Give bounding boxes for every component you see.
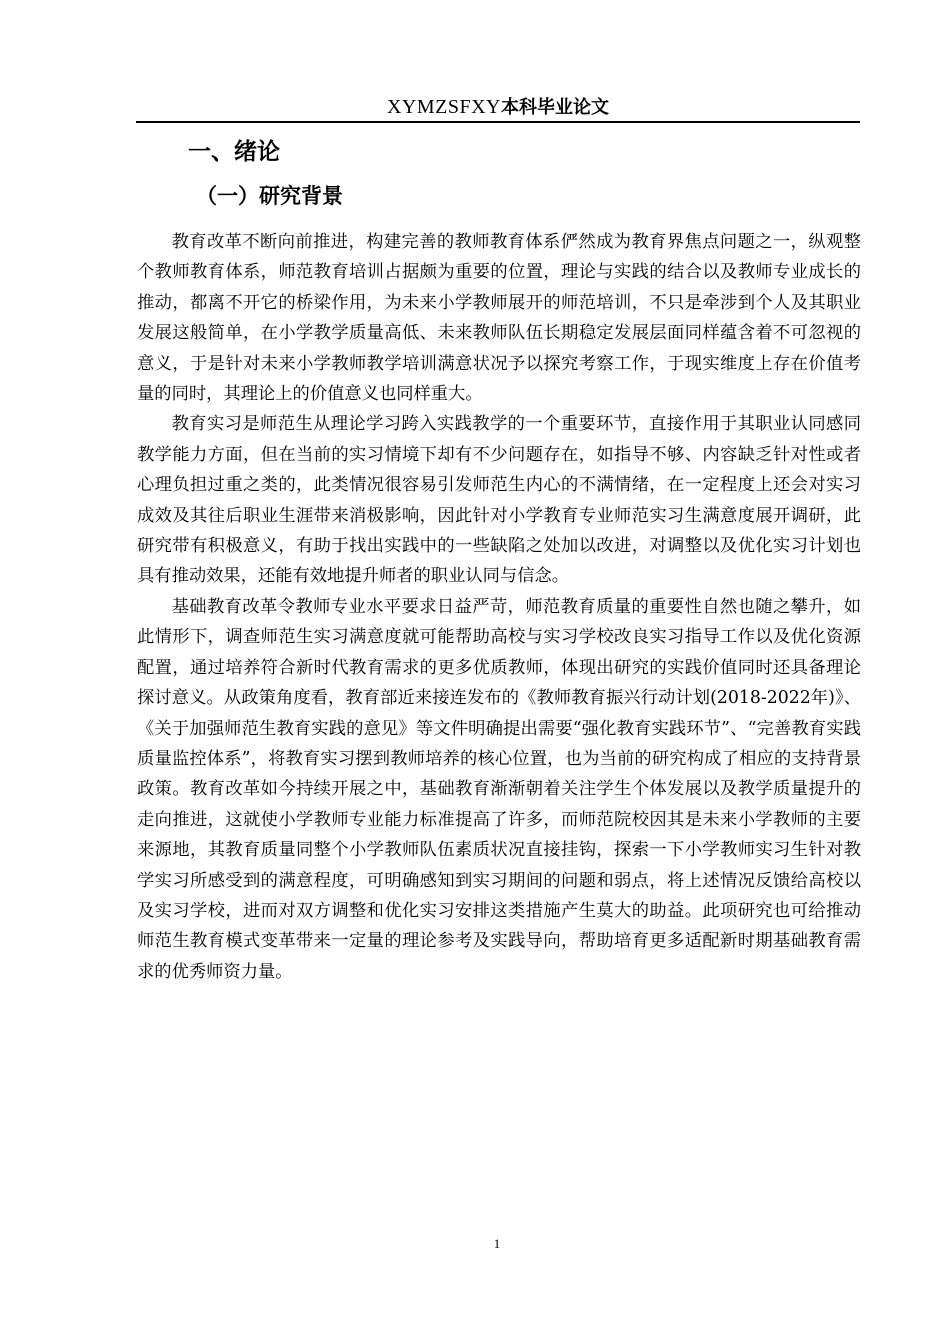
page-number: 1 (493, 1236, 501, 1251)
header-rule (136, 121, 860, 123)
header-code: XYMZSFXY (386, 96, 502, 118)
section-heading: 一、绪论 (188, 139, 280, 165)
subsection-heading: （一）研究背景 (196, 184, 343, 208)
body-text (137, 227, 861, 987)
paragraph-3: 基础教育改革令教师专业水平要求日益严苛，师范教育质量的重要性自然也随之攀升，如此情形下，调查师范生实习满意度就可能帮助高校与实习学校改良实习指导工作以及优化资源配置，通过培养符合新时代教育需求的更多优质教师，体现出研究的实践价值同时还具备理论探讨意义。从政策角度看，教育部近来接连发布的《教师教育振兴行动计划(2018-2022年)》、《关于加强师范生教育实践的意见》等文件明确提出需要“强化教育实践环节”、“完善教育实践质量监控体系”，将教育实习摆到教师培养的核心位置，也为当前的研究构成了相应的支持背景政策。教育改革如今持续开展之中，基础教育渐渐朝着关注学生个体发展以及教学质量提升的走向推进，这就使小学教师专业能力标准提高了许多，而师范院校因其是未来小学教师的主要来源地，其教育质量同整个小学教师队伍素质状况直接挂钩，探索一下小学教师实习生针对教学实习所感受到的满意程度，可明确感知到实习期间的问题和弱点，将上述情况反馈给高校以及实习学校，进而对双方调整和优化实习安排这类措施产生莫大的助益。此项研究也可给推动师范生教育模式变革带来一定量的理论参考及实践导向，帮助培育更多适配新时期基础教育需求的优秀师资力量。 (137, 596, 861, 982)
header-title: 本科毕业论文 (501, 97, 610, 118)
paragraph-1: 教育改革不断向前推进，构建完善的教师教育体系俨然成为教育界焦点问题之一，纵观整个教师教育体系，师范教育培训占据颇为重要的位置，理论与实践的结合以及教师专业成长的推动，都离不开它的桥梁作用，为未来小学教师展开的师范培训，不只是牵涉到个人及其职业发展这般简单，在小学教学质量高低、未来教师队伍长期稳定发展层面同样蕴含着不可忽视的意义，于是针对未来小学教师教学培训满意状况予以探究考察工作，于现实维度上存在价值考量的同时，其理论上的价值意义也同样重大。 (137, 232, 861, 405)
paragraph-2: 教育实习是师范生从理论学习跨入实践教学的一个重要环节，直接作用于其职业认同感同教学能力方面，但在当前的实习情境下却有不少问题存在，如指导不够、内容缺乏针对性或者心理负担过重之类的，此类情况很容易引发师范生内心的不满情绪，在一定程度上还会对实习成效及其往后职业生涯带来消极影响，因此针对小学教育专业师范实习生满意度展开调研，此研究带有积极意义，有助于找出实践中的一些缺陷之处加以改进，对调整以及优化实习计划也具有推动效果，还能有效地提升师者的职业认同与信念。 (137, 414, 861, 587)
page-header (136, 94, 860, 120)
